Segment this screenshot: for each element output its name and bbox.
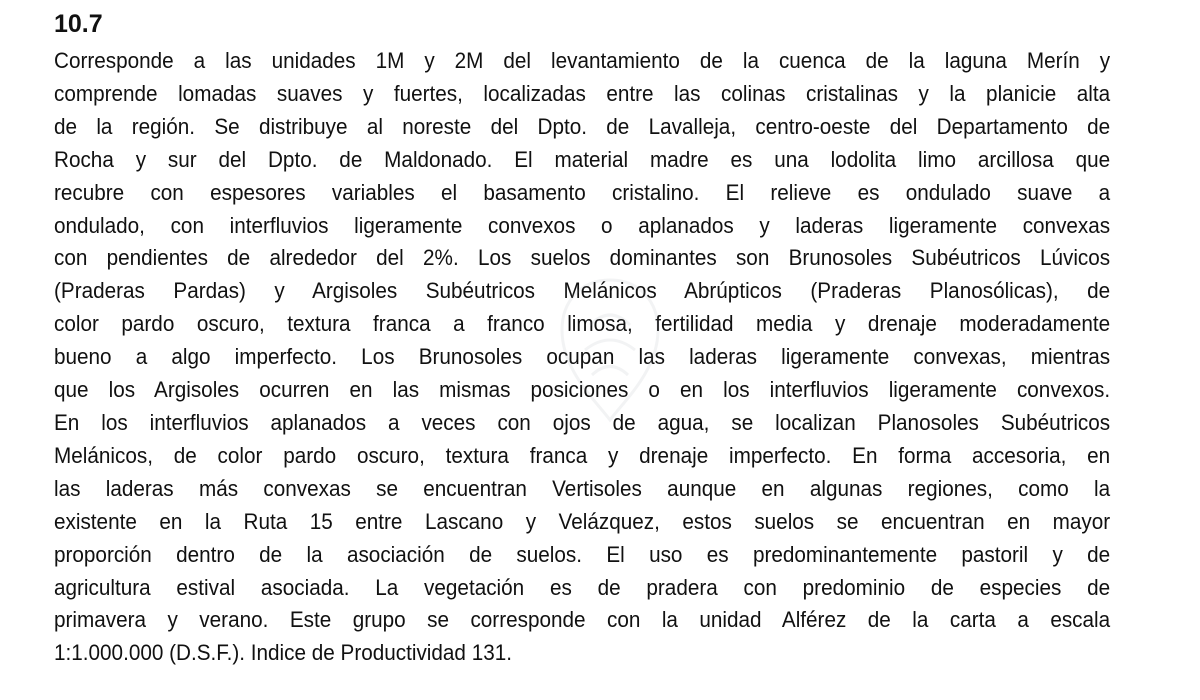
paragraph-line: (Praderas Pardas) y Argisoles Subéutricos Melánicos Abrúpticos (Praderas Planosólicas), de [54, 278, 1111, 304]
paragraph-line: que los Argisoles ocurren en las mismas posiciones o en los interfluvios ligeramente convexos. [54, 377, 1111, 403]
paragraph-line: con pendientes de alrededor del 2%. Los suelos dominantes son Brunosoles Subéutricos Lúvicos [54, 245, 1111, 271]
paragraph-line: comprende lomadas suaves y fuertes, localizadas entre las colinas cristalinas y la planicie alta [54, 80, 1111, 106]
paragraph-line: primavera y verano. Este grupo se corresponde con la unidad Alférez de la carta a escala [54, 607, 1111, 633]
body-paragraph [54, 45, 1110, 670]
paragraph-line: 1:1.000.000 (D.S.F.). Indice de Productividad 131. [54, 640, 512, 666]
section-number: 10.7 [54, 10, 103, 38]
paragraph-line: agricultura estival asociada. La vegetación es de pradera con predominio de especies de [54, 574, 1111, 600]
paragraph-line: proporción dentro de la asociación de suelos. El uso es predominantemente pastoril y de [54, 541, 1111, 567]
paragraph-line: de la región. Se distribuye al noreste del Dpto. de Lavalleja, centro-oeste del Departamento de [54, 113, 1111, 139]
paragraph-line: color pardo oscuro, textura franca a franco limosa, fertilidad media y drenaje moderadamente [54, 311, 1111, 337]
paragraph-line: En los interfluvios aplanados a veces con ojos de agua, se localizan Planosoles Subéutricos [54, 409, 1111, 435]
paragraph-line: las laderas más convexas se encuentran Vertisoles aunque en algunas regiones, como la [54, 475, 1111, 501]
paragraph-line: existente en la Ruta 15 entre Lascano y Velázquez, estos suelos se encuentran en mayor [54, 508, 1111, 534]
paragraph-line: recubre con espesores variables el basamento cristalino. El relieve es ondulado suave a [54, 179, 1111, 205]
paragraph-line: Rocha y sur del Dpto. de Maldonado. El material madre es una lodolita limo arcillosa que [54, 146, 1111, 172]
paragraph-line: bueno a algo imperfecto. Los Brunosoles ocupan las laderas ligeramente convexas, mientras [54, 344, 1111, 370]
paragraph-line: ondulado, con interfluvios ligeramente convexos o aplanados y laderas ligeramente convexas [54, 212, 1111, 238]
paragraph-line: Melánicos, de color pardo oscuro, textura franca y drenaje imperfecto. En forma accesoria, en [54, 442, 1111, 468]
paragraph-line: Corresponde a las unidades 1M y 2M del levantamiento de la cuenca de la laguna Merín y [54, 48, 1111, 73]
